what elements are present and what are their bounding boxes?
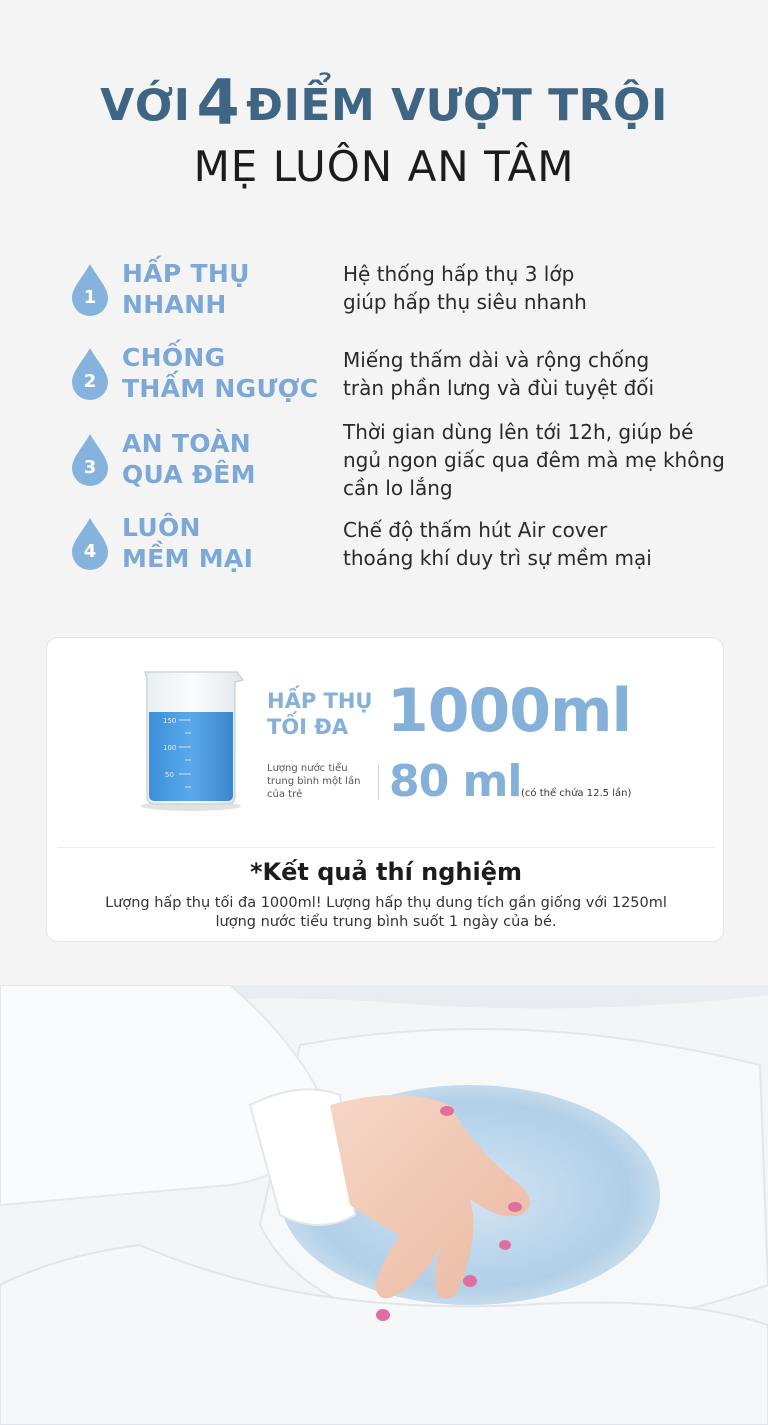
feature-item-2 [66, 342, 766, 422]
feature-number: 3 [83, 457, 97, 478]
capacity-card [46, 637, 724, 942]
feature-title: CHỐNG THẤM NGƯỢC [122, 343, 319, 403]
divider [57, 847, 715, 848]
average-label: Lượng nước tiểu trung bình một lần của trẻ [267, 763, 361, 800]
divider [378, 764, 379, 800]
water-drop-icon [70, 518, 110, 570]
feature-number: 2 [83, 371, 97, 392]
beaker-mark: 150 [163, 717, 177, 725]
water-drop-icon [70, 348, 110, 400]
feature-title: AN TOÀN QUA ĐÊM [122, 429, 256, 489]
feature-description: Miếng thấm dài và rộng chống tràn phần lưng và đùi tuyệt đối [343, 348, 655, 400]
capacity-value: 1000ml [387, 676, 632, 746]
feature-description: Thời gian dùng lên tới 12h, giúp bé ngủ ngon giấc qua đêm mà mẹ không cần lo lắng [343, 420, 725, 500]
feature-description: Chế độ thấm hút Air cover thoáng khí duy trì sự mềm mại [343, 518, 652, 570]
average-value: 80 ml [389, 756, 522, 807]
water-drop-icon [70, 434, 110, 486]
feature-item-1 [66, 258, 766, 338]
feature-item-4 [66, 512, 766, 592]
feature-title: LUÔN MỀM MẠI [122, 513, 254, 573]
water-drop-icon [70, 264, 110, 316]
feature-description: Hệ thống hấp thụ 3 lớp giúp hấp thụ siêu nhanh [343, 262, 587, 314]
product-photo [0, 985, 768, 1425]
feature-number: 1 [83, 287, 97, 308]
result-title: *Kết quả thí nghiệm [249, 858, 523, 886]
capacity-title: HẤP THỤ TỐI ĐA [267, 689, 373, 739]
result-text: Lượng hấp thụ tối đa 1000ml! Lượng hấp thụ dung tích gần giống với 1250ml lượng nước tiểu trung bình suốt 1 ngày của bé. [105, 895, 667, 930]
beaker-mark: 100 [163, 744, 177, 752]
feature-title: HẤP THỤ NHANH [122, 259, 250, 319]
average-note: (có thể chứa 12.5 lần) [521, 788, 632, 799]
headline-prefix: VỚI [100, 80, 191, 131]
beaker-illustration [139, 668, 249, 813]
feature-number: 4 [83, 541, 97, 562]
beaker-mark: 50 [165, 771, 174, 779]
subheadline: MẸ LUÔN AN TÂM [193, 142, 575, 191]
headline-number: 4 [196, 66, 241, 139]
feature-item-3 [66, 420, 766, 508]
headline-suffix: ĐIỂM VƯỢT TRỘI [246, 80, 668, 131]
headline [0, 66, 768, 139]
